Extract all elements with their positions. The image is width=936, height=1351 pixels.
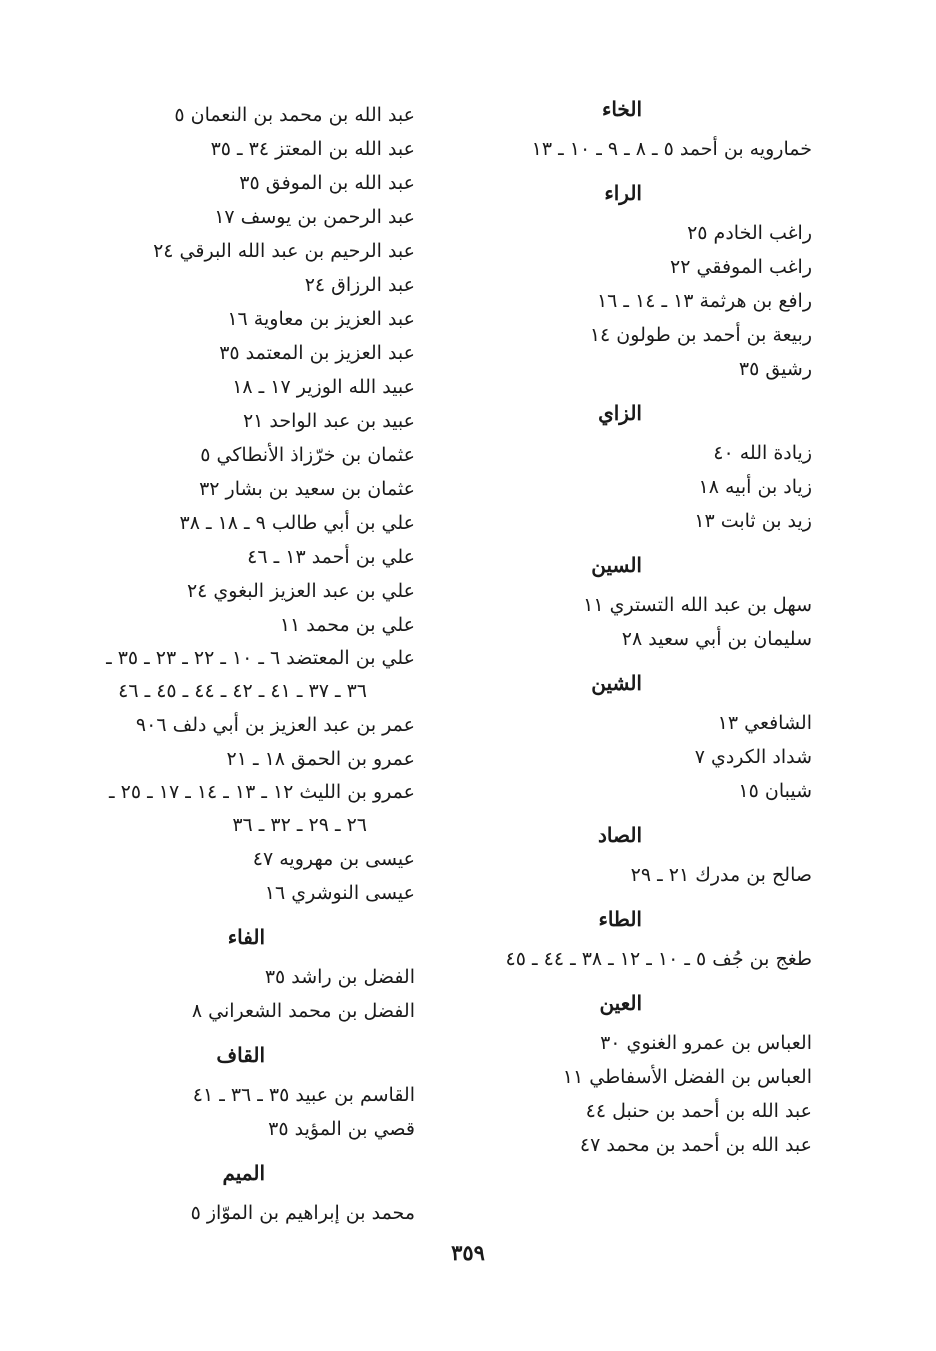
index-entry-multiline [55, 776, 415, 842]
index-entry: القاسم بن عبيد ٣٥ ـ ٣٦ ـ ٤١ [192, 1084, 415, 1106]
index-entry: عيسى بن مهرويه ٤٧ [252, 848, 415, 870]
index-column-right [452, 92, 812, 1162]
index-entry: عمرو بن الحمق ١٨ ـ ٢١ [226, 748, 415, 770]
index-entry: علي بن عبد العزيز البغوي ٢٤ [186, 580, 415, 602]
section-heading: الخاء [601, 97, 642, 121]
index-entry: زيادة الله ٤٠ [713, 442, 812, 464]
index-entry: سليمان بن أبي سعيد ٢٨ [621, 628, 812, 650]
index-entry-multiline [55, 642, 415, 708]
index-entry: طغج بن جُف ٥ ـ ١٠ ـ ١٢ ـ ٣٨ ـ ٤٤ ـ ٤٥ [505, 948, 812, 970]
section-heading: الراء [604, 181, 642, 205]
index-entry-continuation: ٢٦ ـ ٢٩ ـ ٣٢ ـ ٣٦ [232, 814, 367, 836]
index-entry: الفضل بن محمد الشعراني ٨ [191, 1000, 415, 1022]
index-entry: عبد الله بن أحمد بن محمد ٤٧ [579, 1134, 812, 1156]
index-entry: صالح بن مدرك ٢١ ـ ٢٩ [630, 864, 812, 886]
index-entry: عبد الرحيم بن عبد الله البرقي ٢٤ [153, 240, 415, 262]
section-heading: الطاء [598, 907, 642, 931]
index-entry: عبد الرزاق ٢٤ [304, 274, 415, 296]
index-entry: محمد بن إبراهيم بن الموّاز ٥ [190, 1202, 415, 1224]
index-entry: عثمان بن خرّزاذ الأنطاكي ٥ [200, 444, 415, 466]
index-entry: زيد بن ثابت ١٣ [694, 510, 812, 532]
index-entry: راغب الخادم ٢٥ [687, 222, 812, 244]
index-entry: عبيد الله الوزير ١٧ ـ ١٨ [232, 376, 415, 398]
index-entry-line: علي بن المعتضد ٦ ـ ١٠ ـ ٢٢ ـ ٢٣ ـ ٣٥ ـ [106, 647, 415, 669]
index-entry: قصي بن المؤيد ٣٥ [268, 1118, 415, 1140]
index-entry: علي بن محمد ١١ [279, 614, 415, 636]
section-heading: الصاد [598, 823, 642, 847]
index-entry: عبد الله بن محمد بن النعمان ٥ [174, 104, 415, 126]
index-entry: علي بن أحمد ١٣ ـ ٤٦ [247, 546, 415, 568]
index-entry: رافع بن هرثمة ١٣ ـ ١٤ ـ ١٦ [596, 290, 812, 312]
section-heading: الزاي [598, 401, 642, 425]
index-entry: علي بن أبي طالب ٩ ـ ١٨ ـ ٣٨ [179, 512, 415, 534]
index-entry: شيبان ١٥ [738, 780, 812, 802]
index-entry: راغب الموفقي ٢٢ [670, 256, 812, 278]
index-entry: عبيد بن عبد الواحد ٢١ [242, 410, 415, 432]
index-entry: الفضل بن راشد ٣٥ [264, 966, 415, 988]
index-entry: العباس بن عمرو الغنوي ٣٠ [600, 1032, 812, 1054]
section-heading: الفاء [227, 925, 265, 949]
index-entry: خمارويه بن أحمد ٥ ـ ٨ ـ ٩ ـ ١٠ ـ ١٣ [531, 138, 812, 160]
section-heading: القاف [216, 1043, 265, 1067]
index-entry: عبد العزيز بن معاوية ١٦ [227, 308, 415, 330]
index-entry: سهل بن عبد الله التستري ١١ [583, 594, 812, 616]
section-heading: الشين [591, 671, 642, 695]
index-entry-line: عمرو بن الليث ١٢ ـ ١٣ ـ ١٤ ـ ١٧ ـ ٢٥ ـ [109, 781, 415, 803]
index-entry: الشافعي ١٣ [717, 712, 812, 734]
index-column-left [55, 98, 415, 1230]
index-entry: شداد الكردي ٧ [694, 746, 812, 768]
index-entry: رشيق ٣٥ [738, 358, 812, 380]
section-heading: العين [599, 991, 642, 1015]
index-entry: عبد الله بن أحمد بن حنبل ٤٤ [585, 1100, 812, 1122]
index-entry-continuation: ٣٦ ـ ٣٧ ـ ٤١ ـ ٤٢ ـ ٤٤ ـ ٤٥ ـ ٤٦ [118, 680, 367, 702]
index-entry: عبد العزيز بن المعتمد ٣٥ [219, 342, 415, 364]
index-entry: زياد بن أبيه ١٨ [698, 476, 812, 498]
page-number: ٣٥٩ [451, 1240, 485, 1265]
index-entry: عثمان بن سعيد بن بشار ٣٢ [199, 478, 415, 500]
index-entry: ربيعة بن أحمد بن طولون ١٤ [589, 324, 812, 346]
index-entry: عبد الله بن المعتز ٣٤ ـ ٣٥ [210, 138, 415, 160]
index-entry: عبد الرحمن بن يوسف ١٧ [214, 206, 415, 228]
index-entry: عبد الله بن الموفق ٣٥ [239, 172, 415, 194]
index-entry: العباس بن الفضل الأسفاطي ١١ [562, 1066, 812, 1088]
index-entry: عمر بن عبد العزيز بن أبي دلف ٩٠٦ [135, 714, 415, 736]
section-heading: الميم [222, 1161, 265, 1185]
section-heading: السين [591, 553, 642, 577]
index-entry: عيسى النوشري ١٦ [264, 882, 415, 904]
